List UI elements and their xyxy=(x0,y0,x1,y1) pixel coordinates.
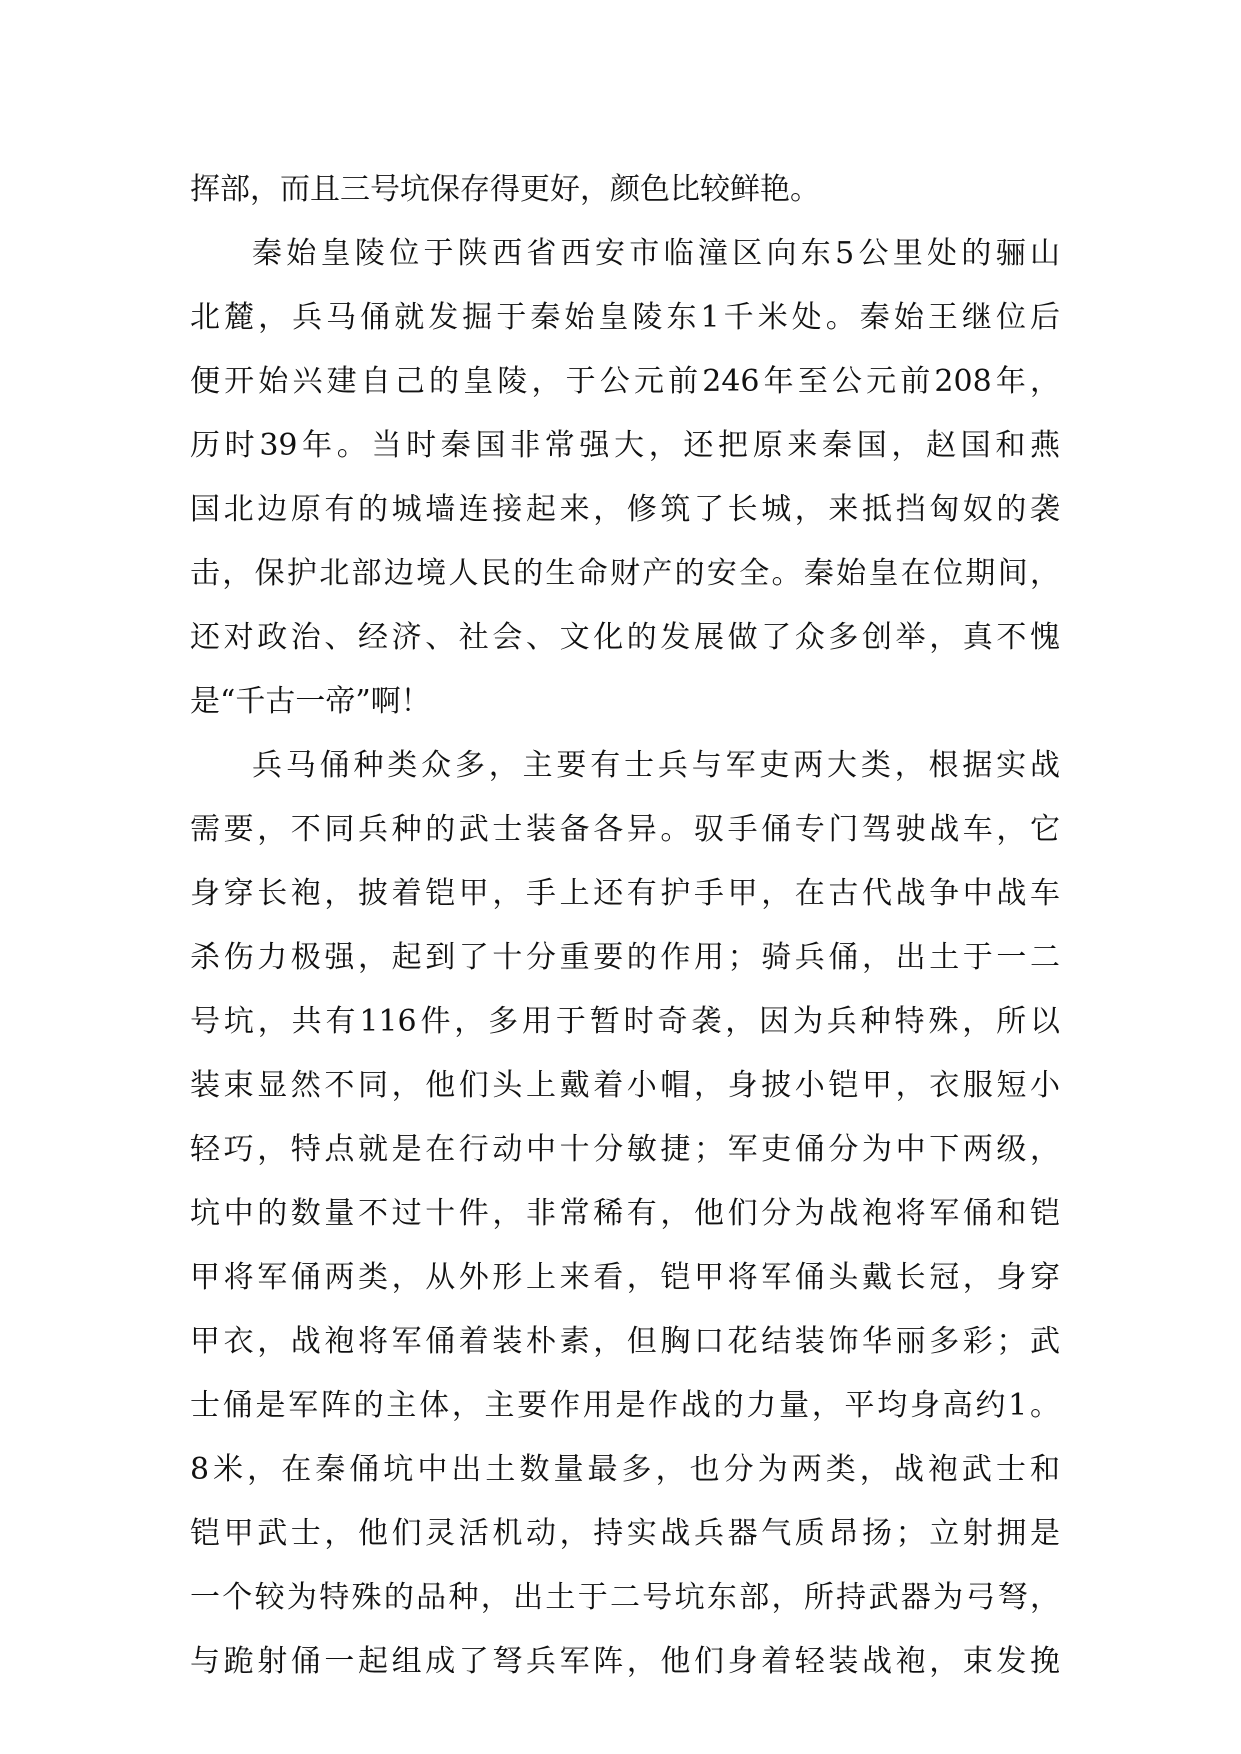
text-line: 士俑是军阵的主体，主要作用是作战的力量，平均身高约1。 xyxy=(190,1388,1060,1423)
text-line: 轻巧，特点就是在行动中十分敏捷；军吏俑分为中下两级， xyxy=(190,1132,1060,1167)
text-line: 北麓，兵马俑就发掘于秦始皇陵东1千米处。秦始王继位后 xyxy=(190,300,1060,335)
text-line: 杀伤力极强，起到了十分重要的作用；骑兵俑，出土于一二 xyxy=(190,940,1060,975)
text-line: 击，保护北部边境人民的生命财产的安全。秦始皇在位期间， xyxy=(190,556,1060,591)
text-line: 还对政治、经济、社会、文化的发展做了众多创举，真不愧 xyxy=(190,620,1060,655)
body-text xyxy=(190,158,1060,1694)
text-line: 与跪射俑一起组成了弩兵军阵，他们身着轻装战袍，束发挽 xyxy=(190,1644,1060,1679)
text-line: 甲衣，战袍将军俑着装朴素，但胸口花结装饰华丽多彩；武 xyxy=(190,1324,1060,1359)
text-line: 8米，在秦俑坑中出土数量最多，也分为两类，战袍武士和 xyxy=(190,1452,1060,1487)
text-line: 号坑，共有116件，多用于暂时奇袭，因为兵种特殊，所以 xyxy=(190,1004,1060,1039)
text-line: 一个较为特殊的品种，出土于二号坑东部，所持武器为弓弩， xyxy=(190,1580,1060,1615)
text-line: 挥部，而且三号坑保存得更好，颜色比较鲜艳。 xyxy=(190,172,820,207)
text-line: 坑中的数量不过十件，非常稀有，他们分为战袍将军俑和铠 xyxy=(190,1196,1060,1231)
text-line: 兵马俑种类众多，主要有士兵与军吏两大类，根据实战 xyxy=(252,748,1060,783)
text-line: 身穿长袍，披着铠甲，手上还有护手甲，在古代战争中战车 xyxy=(190,876,1060,911)
text-line: 铠甲武士，他们灵活机动，持实战兵器气质昂扬；立射拥是 xyxy=(190,1516,1060,1551)
text-line: 秦始皇陵位于陕西省西安市临潼区向东5公里处的骊山 xyxy=(252,236,1060,271)
text-line: 装束显然不同，他们头上戴着小帽，身披小铠甲，衣服短小 xyxy=(190,1068,1060,1103)
text-line: 历时39年。当时秦国非常强大，还把原来秦国，赵国和燕 xyxy=(190,428,1060,463)
text-line: 便开始兴建自己的皇陵，于公元前246年至公元前208年， xyxy=(190,364,1060,399)
text-line: 国北边原有的城墙连接起来，修筑了长城，来抵挡匈奴的袭 xyxy=(190,492,1060,527)
text-line: 是“千古一帝”啊！ xyxy=(190,684,431,719)
text-line: 需要，不同兵种的武士装备各异。驭手俑专门驾驶战车，它 xyxy=(190,812,1060,847)
text-line: 甲将军俑两类，从外形上来看，铠甲将军俑头戴长冠，身穿 xyxy=(190,1260,1060,1295)
